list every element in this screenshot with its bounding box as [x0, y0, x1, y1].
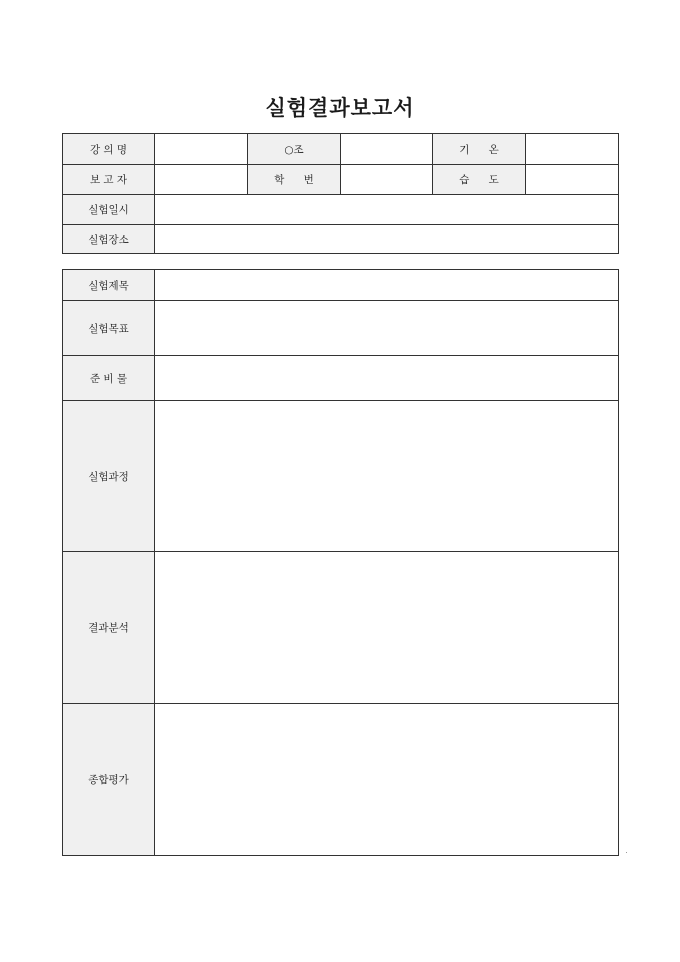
lecture-label: 강 의 명 [63, 134, 155, 165]
materials-field[interactable] [155, 356, 619, 401]
goal-label: 실험목표 [63, 301, 155, 356]
place-field[interactable] [155, 225, 619, 254]
student-id-field[interactable] [341, 165, 433, 195]
subject-label: 실험제목 [63, 270, 155, 301]
info-table [62, 133, 619, 254]
analysis-field[interactable] [155, 552, 619, 704]
humidity-field[interactable] [526, 165, 619, 195]
place-label: 실험장소 [63, 225, 155, 254]
evaluation-label: 종합평가 [63, 704, 155, 856]
analysis-label: 결과분석 [63, 552, 155, 704]
detail-table [62, 269, 619, 856]
date-field[interactable] [155, 195, 619, 225]
goal-field[interactable] [155, 301, 619, 356]
page-mark [626, 852, 627, 853]
procedure-label: 실험과정 [63, 401, 155, 552]
temperature-field[interactable] [526, 134, 619, 165]
subject-field[interactable] [155, 270, 619, 301]
procedure-field[interactable] [155, 401, 619, 552]
group-label: ○조 [248, 134, 341, 165]
humidity-label: 습 도 [433, 165, 526, 195]
lecture-field[interactable] [155, 134, 248, 165]
student-id-label: 학 번 [248, 165, 341, 195]
reporter-field[interactable] [155, 165, 248, 195]
group-field[interactable] [341, 134, 433, 165]
materials-label: 준 비 물 [63, 356, 155, 401]
date-label: 실험일시 [63, 195, 155, 225]
report-title: 실험결과보고서 [265, 96, 415, 120]
evaluation-field[interactable] [155, 704, 619, 856]
temperature-label: 기 온 [433, 134, 526, 165]
reporter-label: 보 고 자 [63, 165, 155, 195]
